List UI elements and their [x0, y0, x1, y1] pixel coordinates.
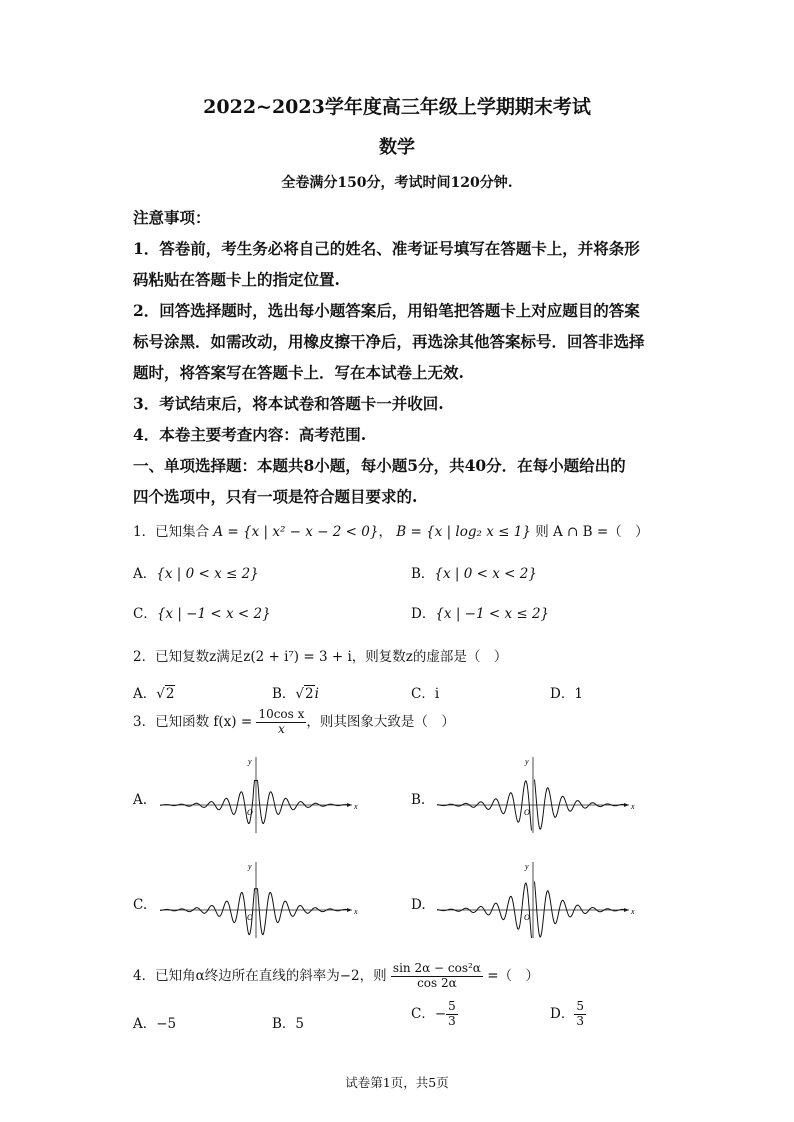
- q3-graph-d[interactable]: [437, 860, 637, 940]
- q4-option-c[interactable]: C．− $\frac{5}{3}$: [411, 999, 456, 1028]
- question-2: 2．已知复数z满足z(2 + i⁷) = 3 + i，则复数z的虚部是（ ）: [133, 649, 508, 665]
- x-axis-label: x: [631, 802, 635, 811]
- q2-option-a[interactable]: A．√2: [133, 686, 175, 702]
- question-1: [133, 520, 649, 540]
- q4-option-d[interactable]: D． $\frac{5}{3}$: [550, 999, 584, 1028]
- q1-prefix: 1．已知集合: [133, 524, 210, 540]
- q3-graph-c[interactable]: [160, 860, 360, 940]
- y-axis-label: y: [248, 862, 252, 871]
- question-3: 3．已知函数 f(x) = $\frac{\text{10cos x}}{x}$ ，则其图象大致是（ ）: [133, 707, 455, 736]
- q1-suffix: 则 A ∩ B =（ ）: [535, 524, 649, 540]
- q3-option-a-label[interactable]: A.: [133, 792, 148, 808]
- note-line: 2．回答选择题时，选出每小题答案后，用铅笔把答题卡上对应题目的答案: [133, 301, 640, 320]
- x-axis-label: x: [631, 907, 635, 916]
- q3-graph-a[interactable]: [160, 755, 360, 835]
- score-info: 全卷满分150分，考试时间120分钟.: [281, 175, 513, 191]
- q1-sep: ，: [378, 524, 392, 540]
- question-4: 4．已知角α终边所在直线的斜率为−2，则 $\frac{\text{sin 2α − cos²α}}{\cos 2\alpha}$ =（ ）: [133, 961, 539, 990]
- q2-option-c[interactable]: C．i: [411, 686, 440, 702]
- q3-option-b-label[interactable]: B.: [411, 792, 426, 808]
- q3-graph-b[interactable]: [437, 755, 637, 835]
- q1-set-b: B = {x | log₂ x ≤ 1}: [396, 524, 531, 540]
- q1-option-d[interactable]: D．{x | −1 < x ≤ 2}: [411, 606, 550, 622]
- note-line: 题时，将答案写在答题卡上．写在本试卷上无效.: [133, 363, 464, 382]
- q4-option-b[interactable]: B．5: [272, 1016, 305, 1032]
- notes-heading: 注意事项：: [133, 208, 211, 227]
- note-line: 3．考试结束后，将本试卷和答题卡一并收回.: [133, 394, 444, 413]
- q4-fraction: $\frac{\text{sin 2α − cos²α}}{\cos 2\alpha}$: [392, 961, 481, 990]
- origin-label: O: [524, 808, 530, 817]
- q3-fraction: $\frac{\text{10cos x}}{x}$: [258, 707, 305, 736]
- q3-option-d-label[interactable]: D.: [411, 897, 426, 913]
- q2-option-d[interactable]: D．1: [550, 686, 583, 702]
- function-curve: [160, 889, 350, 935]
- note-line: 1．答卷前，考生务必将自己的姓名、准考证号填写在答题卡上，并将条形: [133, 239, 640, 258]
- section-heading: 四个选项中，只有一项是符合题目要求的.: [133, 487, 418, 506]
- q3-option-c-label[interactable]: C.: [133, 897, 148, 913]
- y-axis-label: y: [248, 757, 252, 766]
- origin-label: O: [247, 913, 253, 922]
- q1-option-b[interactable]: B．{x | 0 < x < 2}: [411, 566, 537, 582]
- origin-label: O: [524, 913, 530, 922]
- q1-option-c[interactable]: C．{x | −1 < x < 2}: [133, 606, 271, 622]
- section-heading: 一、单项选择题：本题共8小题，每小题5分，共40分．在每小题给出的: [133, 456, 626, 475]
- y-axis-label: y: [525, 757, 529, 766]
- function-curve: [160, 781, 350, 824]
- q2-option-b[interactable]: B．√2i: [272, 686, 319, 702]
- x-axis-label: x: [354, 802, 358, 811]
- y-axis-label: y: [525, 862, 529, 871]
- page-footer: 试卷第1页，共5页: [345, 1075, 449, 1090]
- subject-title: 数学: [379, 137, 415, 158]
- note-line: 码粘贴在答题卡上的指定位置.: [133, 270, 340, 289]
- note-line: 4．本卷主要考查内容：高考范围.: [133, 425, 367, 444]
- exam-title: 2022~2023学年度高三年级上学期期末考试: [203, 96, 591, 118]
- x-axis-label: x: [354, 907, 358, 916]
- q1-option-a[interactable]: A．{x | 0 < x ≤ 2}: [133, 566, 259, 582]
- q1-set-a: A = {x | x² − x − 2 < 0}: [213, 524, 379, 540]
- note-line: 标号涂黑．如需改动，用橡皮擦干净后，再选涂其他答案标号．回答非选择: [133, 332, 645, 351]
- q4-option-a[interactable]: A．−5: [133, 1016, 177, 1032]
- origin-label: O: [247, 808, 253, 817]
